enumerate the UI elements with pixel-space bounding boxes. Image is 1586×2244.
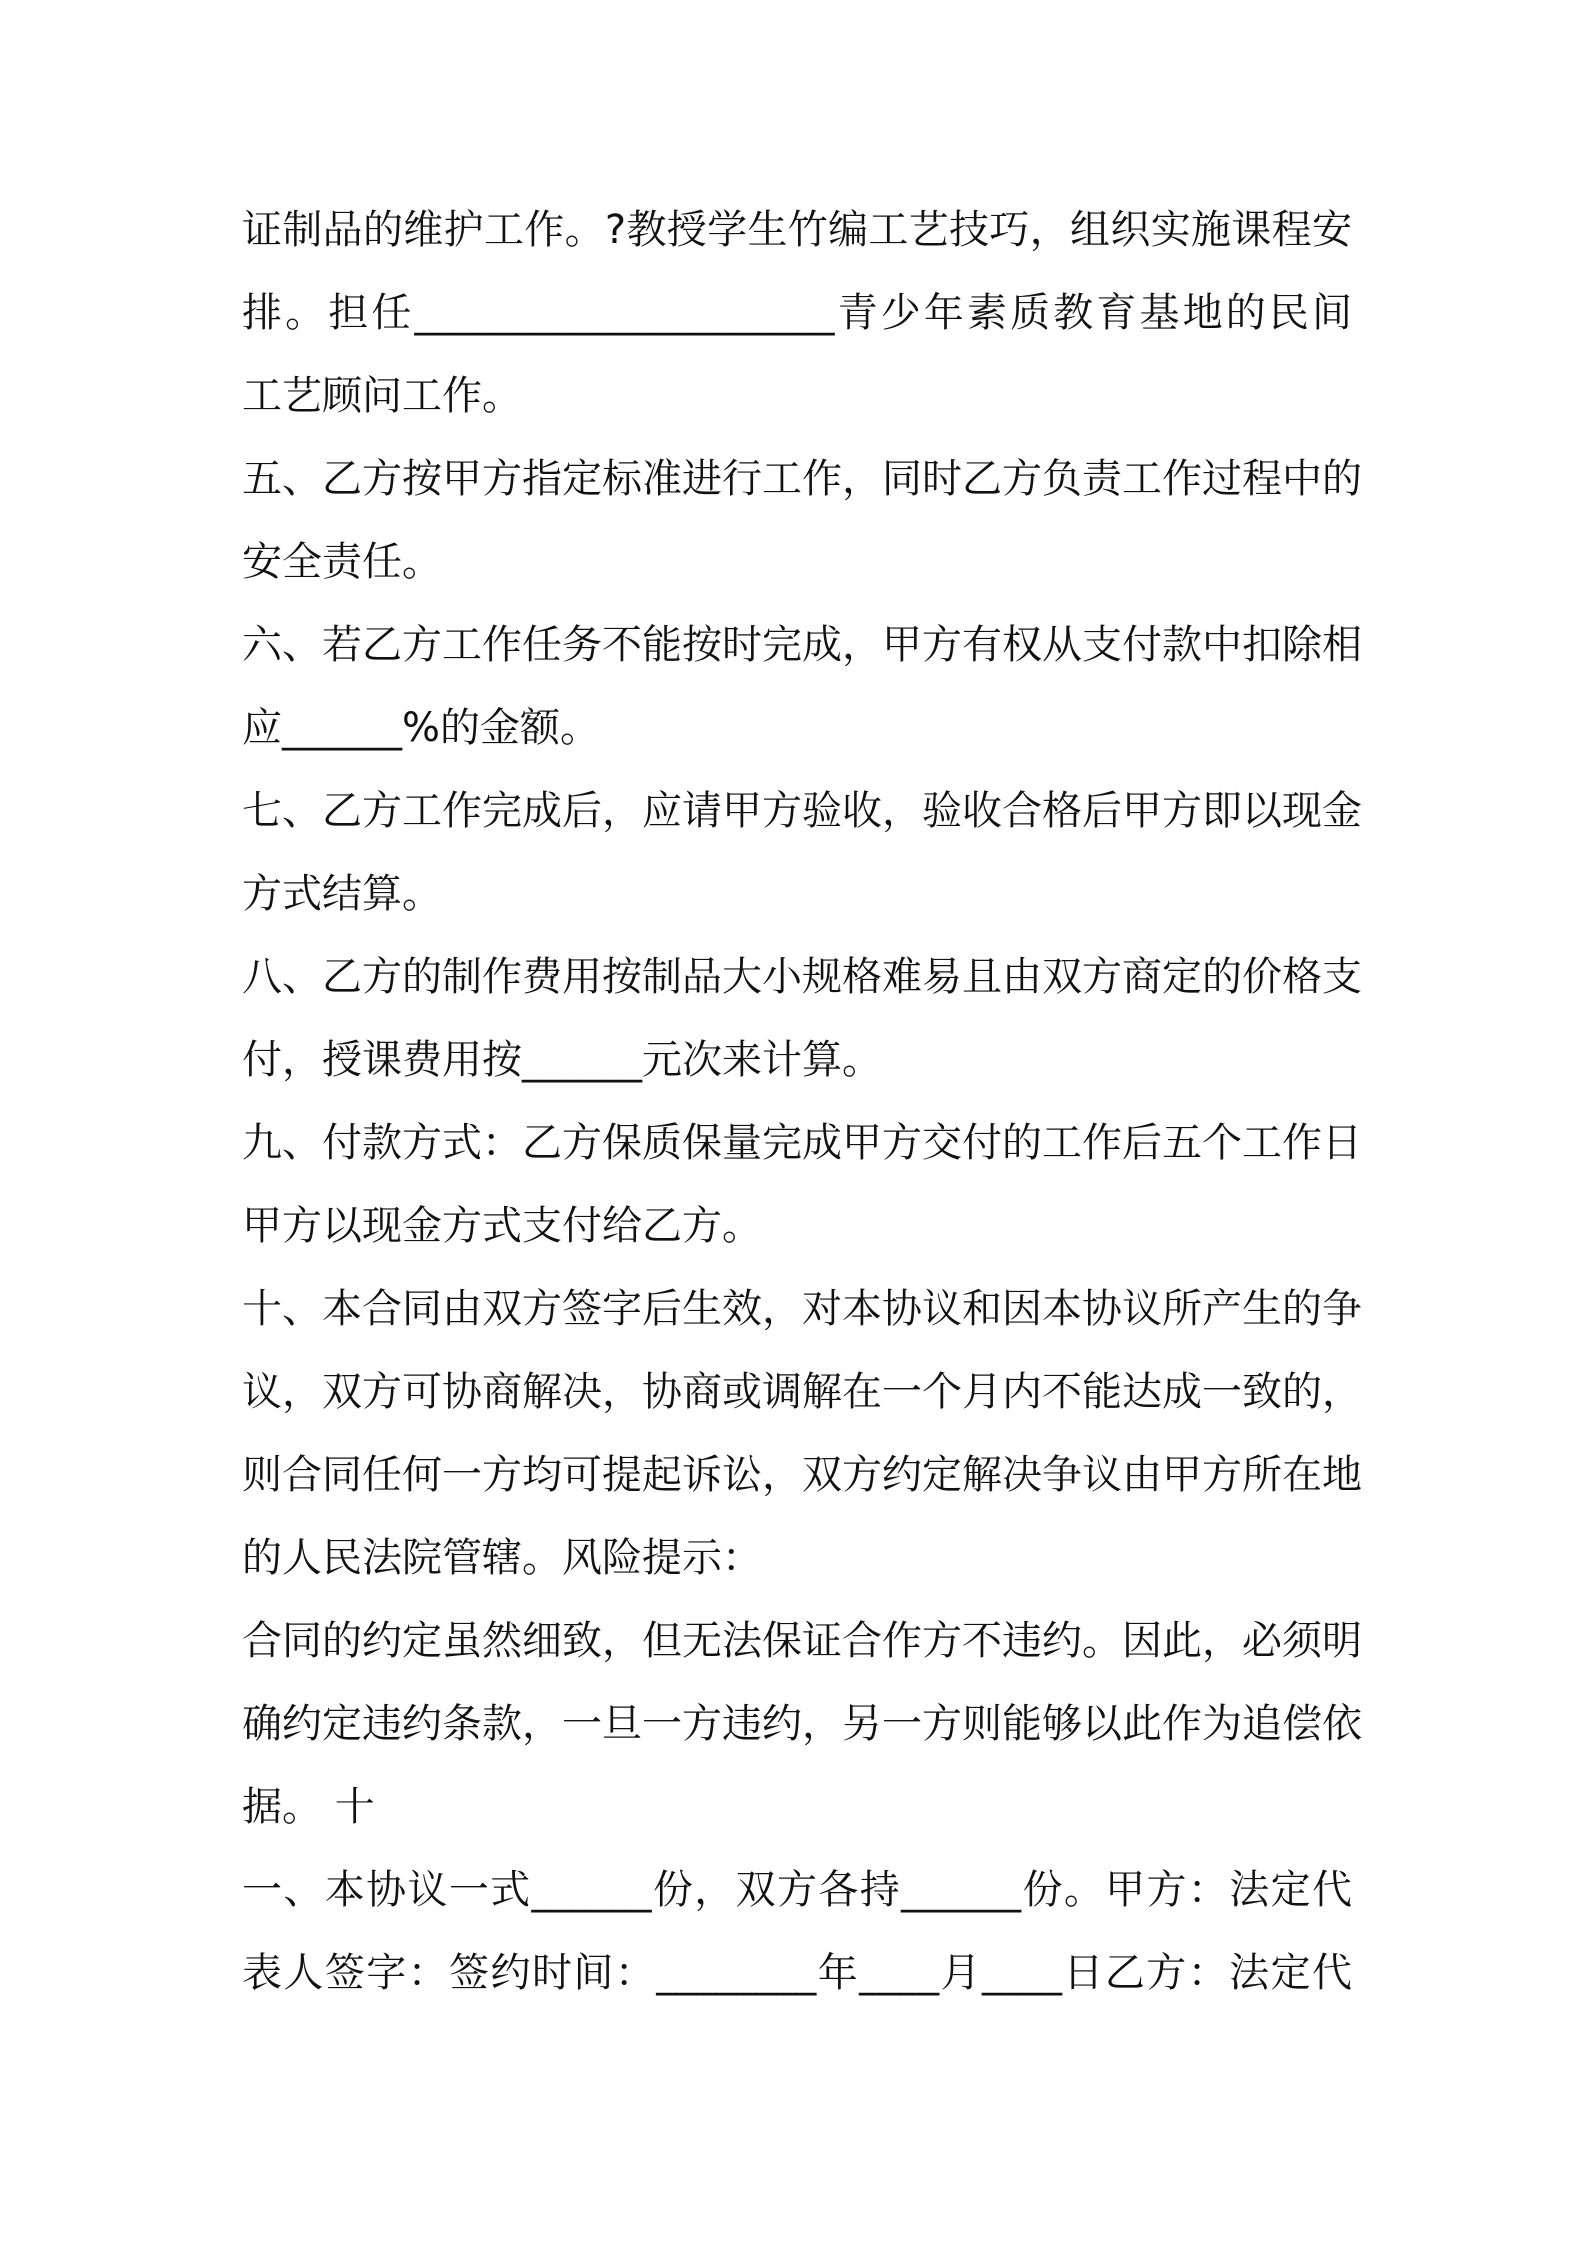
text-line-5: 安全责任。 bbox=[242, 539, 442, 585]
text-line-19: 确约定违约条款，一旦一方违约，另一方则能够以此作为追偿依 bbox=[242, 1701, 1362, 1747]
text-line-10: 八、乙方的制作费用按制品大小规格难易且由双方商定的价格支 bbox=[242, 954, 1362, 1000]
text-line-17: 的人民法院管辖。风险提示： bbox=[242, 1535, 762, 1581]
text-line-11: 付，授课费用按______元次来计算。 bbox=[242, 1037, 882, 1083]
text-line-4: 五、乙方按甲方指定标准进行工作，同时乙方负责工作过程中的 bbox=[242, 456, 1362, 502]
text-line-7: 应______%的金额。 bbox=[242, 705, 601, 751]
text-line-20: 据。 十 bbox=[242, 1784, 375, 1830]
text-line-3: 工艺顾问工作。 bbox=[242, 373, 522, 419]
text-line-22: 表人签字：签约时间：________年____月____日乙方：法定代 bbox=[242, 1950, 1352, 1996]
text-line-12: 九、付款方式：乙方保质保量完成甲方交付的工作后五个工作日 bbox=[242, 1120, 1362, 1166]
text-line-14: 十、本合同由双方签字后生效，对本协议和因本协议所产生的争 bbox=[242, 1286, 1362, 1332]
text-line-13: 甲方以现金方式支付给乙方。 bbox=[242, 1203, 762, 1249]
text-line-6: 六、若乙方工作任务不能按时完成，甲方有权从支付款中扣除相 bbox=[242, 622, 1362, 668]
text-line-8: 七、乙方工作完成后，应请甲方验收，验收合格后甲方即以现金 bbox=[242, 788, 1362, 834]
text-line-16: 则合同任何一方均可提起诉讼，双方约定解决争议由甲方所在地 bbox=[242, 1452, 1362, 1498]
text-line-9: 方式结算。 bbox=[242, 871, 442, 917]
text-line-18: 合同的约定虽然细致，但无法保证合作方不违约。因此，必须明 bbox=[242, 1618, 1362, 1664]
text-line-1: 证制品的维护工作。?教授学生竹编工艺技巧，组织实施课程安 bbox=[242, 207, 1352, 253]
text-line-15: 议，双方可协商解决，协商或调解在一个月内不能达成一致的， bbox=[242, 1369, 1362, 1415]
text-line-2: 排。担任_____________________青少年素质教育基地的民间 bbox=[242, 290, 1352, 336]
text-line-21: 一、本协议一式______份，双方各持______份。甲方：法定代 bbox=[242, 1867, 1352, 1913]
